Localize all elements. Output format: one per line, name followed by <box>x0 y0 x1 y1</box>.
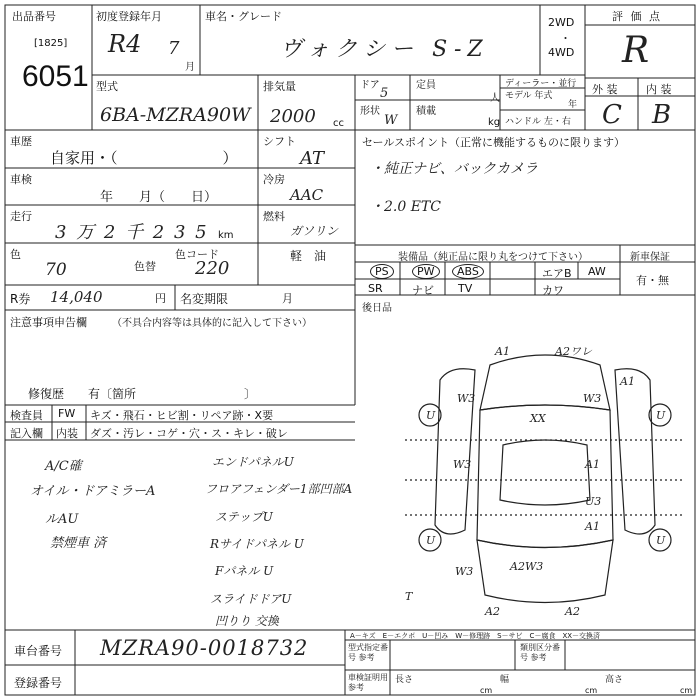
note-left-1: A/C確 <box>45 459 82 474</box>
sales-points-label: セールスポイント（正常に機能するものに限ります） <box>362 136 626 149</box>
car-damage-diagram <box>395 340 695 620</box>
mark-right-rear-quarter: A1 <box>585 520 600 533</box>
mark-left-front: W3 <box>457 392 476 405</box>
vehicle-name-label: 車名・グレード <box>205 10 282 23</box>
displacement-label: 排気量 <box>263 80 296 93</box>
fuel-gasoline: ガソリン <box>290 224 339 238</box>
fuel-diesel: 軽 油 <box>290 249 327 263</box>
equipment-navi: ナビ <box>412 284 434 297</box>
lot-number: 6051 <box>22 60 89 93</box>
color-code-value: 220 <box>195 258 230 279</box>
note-right-3: ステップU <box>215 510 273 524</box>
chassis-label: 車台番号 <box>14 644 63 658</box>
yen-unit: 円 <box>155 292 166 305</box>
displacement-value: 2000 <box>270 106 316 127</box>
model-year-label: モデル 年式 <box>505 91 553 101</box>
type-cert-label: 型式指定番号 参考 <box>348 643 388 662</box>
equipment-abs: ABS <box>452 265 484 278</box>
color-label: 色 <box>10 248 21 261</box>
mark-front-right: A2ワレ <box>555 345 592 358</box>
model-code: 6BA-MZRA90W <box>100 104 251 126</box>
recolor-label: 色替 <box>134 260 156 273</box>
sales-point-2: ・2.0 ETC <box>370 199 441 215</box>
class-number-label: 類別区分番号 参考 <box>520 643 560 662</box>
height-unit: cm <box>680 686 693 695</box>
note-right-4: Rサイドパネル U <box>210 537 304 551</box>
name-change-label: 名変期限 <box>180 292 229 306</box>
damage-legend: A－キズ E－エクボ U－凹み W－修理跡 S－サビ C－腐食 XX－交換済 <box>350 632 601 640</box>
first-registration-year: R4 <box>108 30 142 58</box>
drive-dot: ・ <box>560 32 571 45</box>
vehicle-cert-label: 車検証明用 参考 <box>348 673 388 692</box>
exterior-label: 外 装 <box>592 83 618 96</box>
mark-rear-quarter: A2W3 <box>510 560 544 573</box>
interior-items: ダズ・汚レ・コゲ・穴・ス・キレ・破レ <box>90 427 288 440</box>
inspection-label: 車検 <box>10 173 32 186</box>
steering-label: ハンドル 左・右 <box>505 117 571 127</box>
mark-rear-bumper-right: A2 <box>565 605 580 618</box>
interior-check-label: 内装 <box>56 427 78 440</box>
km-unit: km <box>218 230 234 241</box>
note-left-3: ルAU <box>45 512 79 527</box>
shift-label: シフト <box>263 135 296 148</box>
sales-point-1: ・純正ナビ、バックカメラ <box>370 161 538 177</box>
history-label: 車歴 <box>10 135 32 148</box>
equipment-aw: AW <box>588 265 606 278</box>
model-label: 型式 <box>96 80 118 93</box>
fuel-label: 燃料 <box>263 210 285 223</box>
fw-items: キズ・飛石・ヒビ割・リペア跡・X要 <box>90 409 274 422</box>
mark-rear-bumper-left: A2 <box>485 605 500 618</box>
inspector-label: 検査員 <box>10 409 43 422</box>
mark-wheel-fl: U <box>426 409 436 422</box>
shift-value: AT <box>300 148 325 169</box>
mileage-value: 3 万 2 千 2 3 5 <box>55 222 209 243</box>
later-docs-label: 後日品 <box>362 303 392 314</box>
equipment-pw: PW <box>412 265 440 278</box>
year-unit: 年 <box>568 100 578 110</box>
note-left-4: 禁煙車 済 <box>50 536 107 551</box>
note-right-2: フロアフェンダー1部凹部A <box>205 482 353 496</box>
chassis-number: MZRA90-0018732 <box>100 636 309 660</box>
ac-value: AAC <box>290 186 324 204</box>
width-unit: cm <box>585 686 598 695</box>
interior-label: 内 装 <box>646 83 672 96</box>
notes-label: 注意事項申告欄 <box>10 316 87 329</box>
auction-code: [1825] <box>34 38 68 49</box>
warranty-value: 有・無 <box>636 274 669 287</box>
rating-label: 評 価 点 <box>612 10 662 23</box>
registration-label: 登録番号 <box>14 676 63 690</box>
capacity-unit: 人 <box>490 93 500 104</box>
mark-front-bumper: A1 <box>495 345 510 358</box>
month-unit: 月 <box>185 62 195 73</box>
length-unit: cm <box>480 686 493 695</box>
name-change-month-unit: 月 <box>282 292 293 305</box>
equipment-tv: TV <box>458 282 473 295</box>
mark-wheel-rr: U <box>656 534 666 547</box>
r-ken-value: 14,040 <box>50 288 103 306</box>
first-registration-month: 7 <box>168 38 180 59</box>
note-right-7: 凹りり 交換 <box>215 614 279 628</box>
warranty-label: 新車保証 <box>630 252 670 263</box>
load-label: 積載 <box>416 106 436 117</box>
width-label: 幅 <box>500 675 510 685</box>
color-code-label: 色コード <box>175 248 219 261</box>
note-right-5: Fパネル U <box>215 564 274 578</box>
mark-left-door: W3 <box>453 458 472 471</box>
dealer-label: ディーラー・並行 <box>505 79 577 89</box>
first-registration-label: 初度登録年月 <box>96 10 162 23</box>
capacity-label: 定員 <box>416 80 436 91</box>
equipment-ps: PS <box>370 265 394 278</box>
doors-value: 5 <box>380 86 389 101</box>
note-right-1: エンドパネルU <box>212 455 294 469</box>
mark-left-rear: W3 <box>455 565 474 578</box>
shape-value: W <box>384 113 398 128</box>
mark-wheel-fr: U <box>656 409 666 422</box>
repair-history-label: 修復歴 有〔箇所 〕 <box>28 387 257 401</box>
drive-2wd: 2WD <box>548 16 575 29</box>
color-value: 70 <box>45 260 67 280</box>
fw-label: FW <box>58 407 76 420</box>
r-ken-label: R券 <box>10 292 31 306</box>
shape-label: 形状 <box>360 106 380 117</box>
equipment-airbag: エアB <box>542 267 572 280</box>
entry-label: 記入欄 <box>10 427 43 440</box>
doors-label: ドア <box>360 80 380 91</box>
inspection-value: 年 月（ 日） <box>100 190 218 205</box>
mark-hood: XX <box>530 412 546 425</box>
overall-rating: R <box>622 30 650 71</box>
history-value: 自家用・（ ） <box>50 149 238 167</box>
mark-right-fender: A1 <box>620 375 635 388</box>
height-label: 高さ <box>605 675 624 685</box>
mark-right-rear-door: U3 <box>585 495 602 508</box>
length-label: 長さ <box>395 675 414 685</box>
equipment-leather: カワ <box>542 284 564 297</box>
mark-towbar: T <box>405 590 413 603</box>
mark-right-door: A1 <box>585 458 600 471</box>
notes-hint: （不具合内容等は具体的に記入して下さい） <box>112 318 312 329</box>
mark-wheel-rl: U <box>426 534 436 547</box>
drive-4wd: 4WD <box>548 46 575 59</box>
note-left-2: オイル・ドアミラーA <box>30 484 156 499</box>
ac-label: 冷房 <box>263 173 285 186</box>
mileage-label: 走行 <box>10 210 32 223</box>
lot-number-label: 出品番号 <box>12 10 56 23</box>
kg-unit: kg <box>488 117 501 128</box>
mark-right-front: W3 <box>583 392 602 405</box>
exterior-grade: C <box>602 100 622 130</box>
note-right-6: スライドドアU <box>210 592 292 606</box>
vehicle-name-grade: ヴォクシー S-Z <box>280 37 489 62</box>
equipment-label: 装備品（純正品に限り丸をつけて下さい） <box>398 252 588 263</box>
cc-unit: cc <box>333 118 344 129</box>
interior-grade: B <box>652 100 672 130</box>
equipment-sr: SR <box>368 282 383 295</box>
